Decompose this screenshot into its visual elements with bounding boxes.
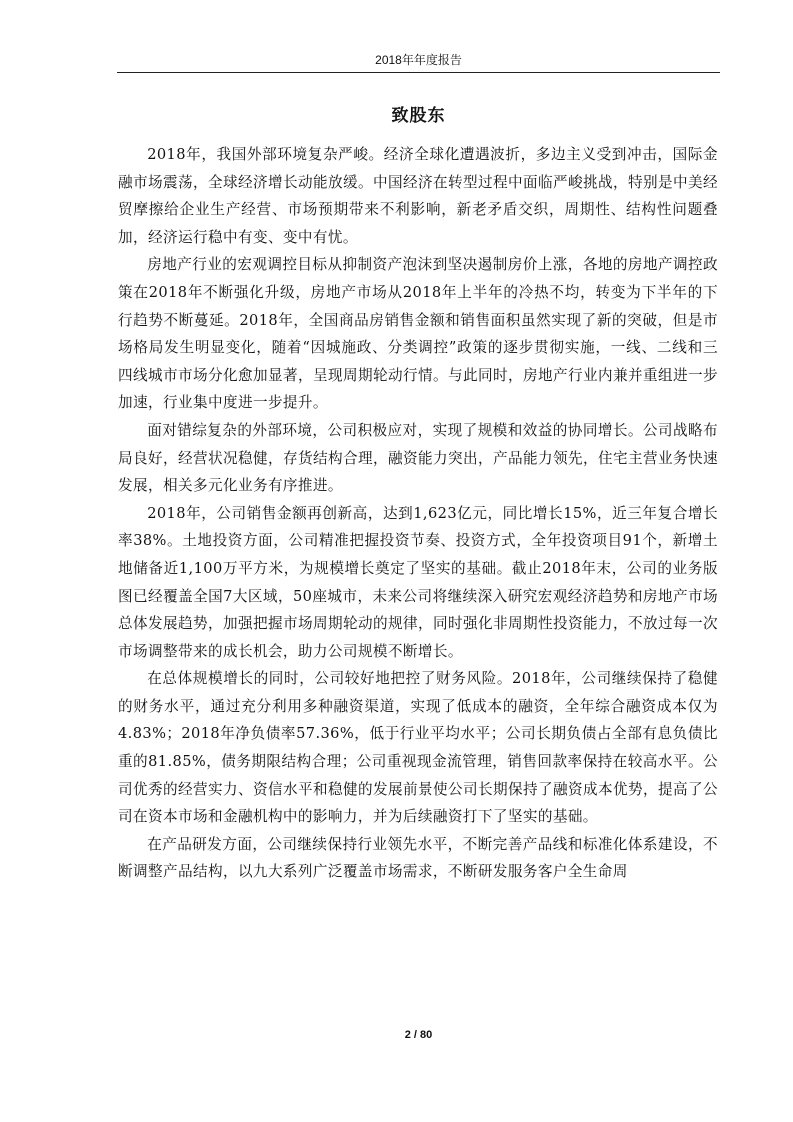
paragraph: 在总体规模增长的同时，公司较好地把控了财务风险。2018年，公司继续保持了稳健的财务水平，通过充分利用多种融资渠道，实现了低成本的融资，全年综合融资成本仅为4.83%；2018年净负债率57.36%，低于行业平均水平；公司长期负债占全部有息负债比重的81.85%，债务期限结构合理；公司重视现金流管理，销售回款率保持在较高水平。公司优秀的经营实力、资信水平和稳健的发展前景使公司长期保持了融资成本优势，提高了公司在资本市场和金融机构中的影响力，并为后续融资打下了坚实的基础。 bbox=[118, 670, 718, 826]
header-divider bbox=[117, 72, 720, 73]
paragraph: 面对错综复杂的外部环境，公司积极应对，实现了规模和效益的协同增长。公司战略布局良好，经营状况稳健，存货结构合理，融资能力突出，产品能力领先，住宅主营业务快速发展，相关多元化业务有序推进。 bbox=[118, 421, 718, 495]
page-title: 致股东 bbox=[391, 106, 446, 126]
paragraph: 2018年，公司销售金额再创新高，达到1,623亿元，同比增长15%，近三年复合增长率38%。土地投资方面，公司精准把握投资节奏、投资方式，全年投资项目91个，新增土地储备近1,100万平方米，为规模增长奠定了坚实的基础。截止2018年末，公司的业务版图已经覆盖全国7大区域，50座城市，未来公司将继续深入研究宏观经济趋势和房地产市场总体发展趋势，加强把握市场周期轮动的规律，同时强化非周期性投资能力，不放过每一次市场调整带来的成长机会，助力公司规模不断增长。 bbox=[118, 504, 718, 660]
running-header-title: 2018年年度报告 bbox=[375, 53, 462, 67]
letter-body bbox=[118, 141, 718, 886]
paragraph: 在产品研发方面，公司继续保持行业领先水平，不断完善产品线和标准化体系建设，不断调整产品结构，以九大系列广泛覆盖市场需求，不断研发服务客户全生命周 bbox=[118, 835, 718, 881]
paragraph: 房地产行业的宏观调控目标从抑制资产泡沫到坚决遏制房价上涨，各地的房地产调控政策在2018年不断强化升级，房地产市场从2018年上半年的冷热不均，转变为下半年的下行趋势不断蔓延。2018年，全国商品房销售金额和销售面积虽然实现了新的突破，但是市场格局发生明显变化，随着“因城施政、分类调控”政策的逐步贯彻实施，一线、二线和三四线城市市场分化愈加显著，呈现周期轮动行情。与此同时，房地产行业内兼并重组进一步加速，行业集中度进一步提升。 bbox=[118, 256, 718, 412]
page-number: 2 / 80 bbox=[404, 1029, 433, 1041]
paragraph: 2018年，我国外部环境复杂严峻。经济全球化遭遇波折，多边主义受到冲击，国际金融市场震荡，全球经济增长动能放缓。中国经济在转型过程中面临严峻挑战，特别是中美经贸摩擦给企业生产经营、市场预期带来不利影响，新老矛盾交织，周期性、结构性问题叠加，经济运行稳中有变、变中有忧。 bbox=[118, 146, 718, 246]
